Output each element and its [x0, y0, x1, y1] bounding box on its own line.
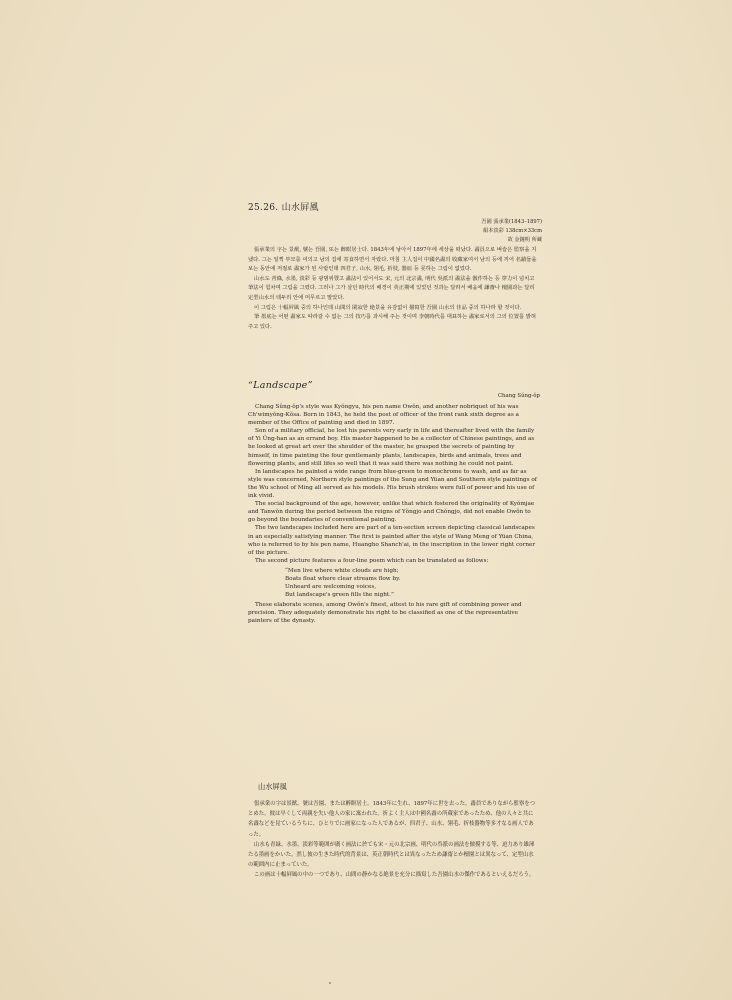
- english-paragraph: The second picture features a four-line poem which can be translated as follows:: [255, 557, 489, 564]
- english-paragraph: These elaborate scenes, among Owŏn's finest, attest to his rare gift of combining power and precision. They adequately demonstrate his right to be classified as one of the representative painters of the dynasty.: [248, 602, 522, 625]
- credit-line: 絹本淡彩 138cm×33cm: [483, 228, 542, 235]
- english-paragraph: Son of a military official, he lost his parents very early in life and thereafter lived with the family of Yi Ŭng-han as an errand boy. His master happened to be a collector of Chinese paintings, and as he looked at great art over the shoulder of the master, he grasped the secrets of painting by himself, in time painting the four gentlemanly plants, landscapes, birds and animals, trees and flowering plants, and still lifes so well that it was said there was nothing he could not paint.: [248, 428, 535, 467]
- japanese-paragraph: この画は十幅屛風の中の一つであり、山間の静かなる絶景を充分に描寫した吾園山水の傑作であるといえるだろう。: [254, 872, 535, 879]
- english-paragraph: Chang Sŭng-ŏp's style was Kyŏngyu, his pen name Owŏn, and another nobriquet of his was Ch'wimyŏng-Kŏsa. Born in 1843, he held the post of officer of the front rank sixth degree as a member of the Office of painting and died in 1897.: [248, 404, 519, 427]
- korean-text: [248, 246, 538, 332]
- korean-paragraph: 筆 墨底는 어떤 畵家도 따라갈 수 없는 그의 技巧를 과시해 주는 것이며 李朝時代를 대표하는 畵家로서의 그의 位置를 밝혀주고 있다.: [248, 314, 537, 330]
- artwork-credits: [392, 218, 542, 246]
- korean-paragraph: 山水도 靑綠, 水墨, 淡彩 등 광범위했고 畵法이 있어서도 宋, 元의 北宗畵, 明代 吳派의 畵法을 倣作하는 등 穿力이 넘치고 筆法이 힘차며 그림을 그렸다. 그러나 그가 살던 時代의 배경이 英正期에 있었던 것과는 달라서 배움에 謙齋나 檀園과는 달리 定型山水의 테두리 안에 머무르고 말았다.: [248, 275, 535, 301]
- english-paragraph: The two landscapes included here are part of a ten-section screen depicting classical landscapes in an especially satisfying manner. The first is painted after the style of Wang Meng of Yüan China, who is referred to by his pen name, Huangho Shanch'ai, in the inscription in the lower right corner of the picture.: [248, 525, 536, 556]
- credit-line: 吾園 張承業(1843–1897): [481, 219, 542, 225]
- japanese-paragraph: 張承業の字は景猷、號は吾園、または醉瞑居士。1843年に生れ、1897年に世を去った。畵員でありながら監察をつとめた。彼は早くして両親を失い他人の家に寓われた。折よく主人は中國名畵の所蔵家であったため、他の人々と共に名畵などを見ているうちに、ひとりでに画家になった人であるが、四君子、山水、翎毛、折枝器物等多才なる画人であった。: [248, 801, 536, 838]
- poem-line: Unheard are welcoming voices,: [285, 584, 377, 591]
- poem-line: “Men live where white clouds are high;: [285, 567, 399, 574]
- paper-speck: [329, 982, 331, 984]
- english-author: Chang Sŭng-ŏp: [497, 393, 540, 399]
- english-paragraph: The social background of the age, however, unlike that which fostered the originality of Kyŏmjae and Tanwŏn during the period between the reigns of Yŏngjo and Chŏngjo, did not enable Owŏn to go beyond the boundaries of conventional painting.: [248, 501, 535, 524]
- korean-paragraph: 이 그림은 十幅屛風 중의 하나인데 山間의 閑寂한 絶景을 유감없이 描寫한 吾園 山水의 佳品 중의 하나라 할 것이다.: [254, 304, 522, 311]
- english-text: [248, 403, 538, 626]
- japanese-title: 山水屛風: [258, 782, 287, 791]
- poem-line: Boats float where clear streams flow by.: [285, 575, 401, 582]
- english-title: “Landscape”: [248, 380, 313, 391]
- credit-line: 故 金鐘明 所蔵: [507, 237, 542, 244]
- japanese-paragraph: 山水も青緑、水墨、淡彩等範囲が廣く画法に於ても宋・元の北宗画、明代の呉派の画法を倣摸する等、迫力あり雄渾たる墨画をかいた。然し彼の生きた時代的背景は、英正朝時代とは異なったため謙齋とか檀園とは異なって、定型山水の範囲内に止まっていた。: [248, 841, 535, 869]
- poem: [285, 567, 538, 599]
- japanese-text: [248, 799, 538, 881]
- plate-heading: 25.26. 山水屛風: [248, 203, 319, 213]
- english-paragraph: In landscapes he painted a wide range from blue-green to monochrome to wash, and as far as style was concerned, Northern style paintings of the Sung and Yüan and Southern style paintings of the Wu school of Ming all served as his models. His brush strokes were full of power and his use of ink vivid.: [248, 468, 537, 500]
- korean-paragraph: 張承業의 字는 景猷, 號는 吾園, 또는 醉瞑居士다. 1843年에 낳아서 1897年에 세상을 떠났다. 畵員으로 벼슬은 監察을 지냈다. 그는 일찍 부모를 여의고 남의 집에 寄食하면서 자랐다. 마침 主人집이 中國名畵의 收藏家여서 남의 등에 끼어 名蹟들을 보는 동안에 저절로 畵家가 된 사람인데 四君子, 山水, 翎毛, 折枝, 器皿 등 못하는 그림이 없었다.: [248, 247, 537, 273]
- poem-line: But landscape's green fills the night.”: [285, 592, 394, 599]
